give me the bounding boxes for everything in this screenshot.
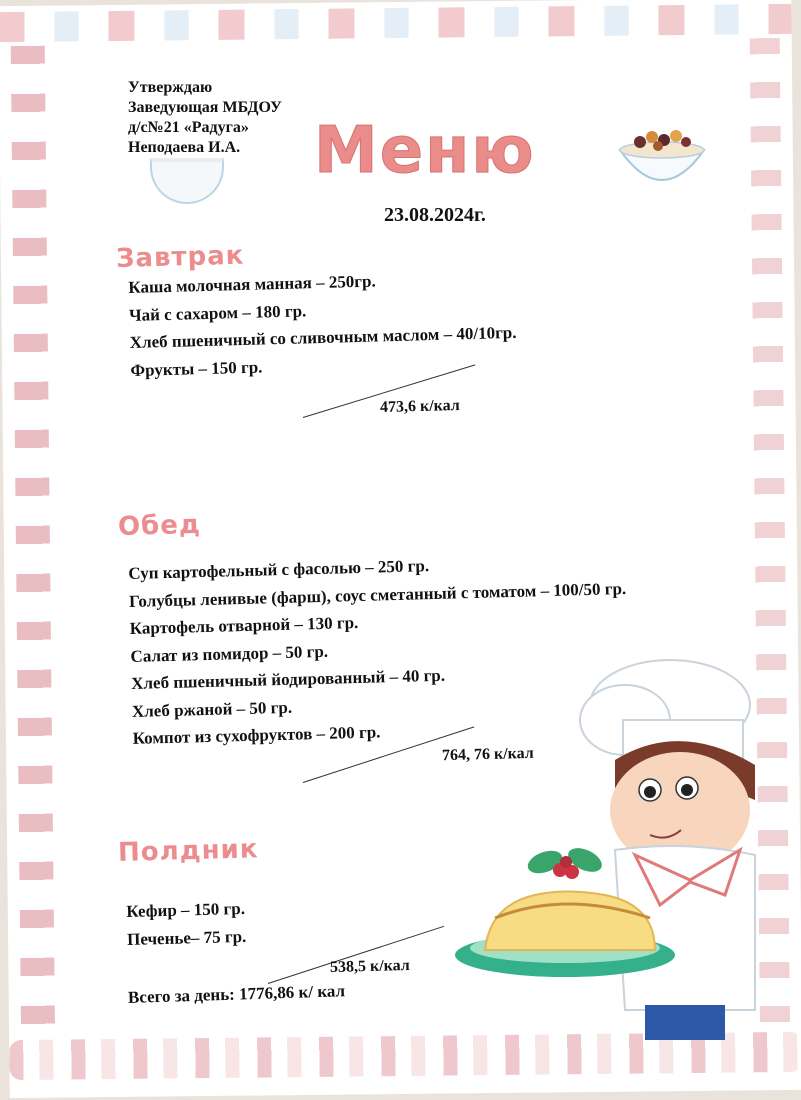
snack-kcal: 538,5 к/кал	[329, 956, 410, 977]
list-item: Кефир – 150 гр.	[126, 898, 246, 921]
approval-line: д/с№21 «Радуга»	[128, 119, 249, 136]
list-item: Салат из помидор – 50 гр.	[130, 641, 329, 666]
snack-list	[126, 895, 247, 953]
chef-illustration	[455, 650, 785, 1050]
lunch-heading: Обед	[117, 509, 202, 542]
approval-block	[128, 78, 282, 158]
list-item: Компот из сухофруктов – 200 гр.	[132, 722, 381, 748]
decorative-border-left	[11, 46, 55, 1038]
breakfast-kcal: 473,6 к/кал	[379, 396, 460, 417]
approval-line: Заведующая МБДОУ	[128, 99, 282, 116]
list-item: Фрукты – 150 гр.	[130, 357, 263, 380]
list-item: Картофель отварной – 130 гр.	[129, 612, 359, 638]
list-item: Хлеб пшеничный йодированный – 40 гр.	[130, 665, 446, 693]
list-item: Хлеб ржаной – 50 гр.	[131, 697, 293, 721]
page-title: Меню	[314, 114, 536, 188]
daily-total: Всего за день: 1776,86 к/ кал	[127, 981, 346, 1007]
bowl-illustration-right	[612, 120, 712, 200]
approval-line: Утверждаю	[128, 79, 213, 96]
decorative-border-top	[0, 4, 792, 42]
snack-heading: Полдник	[117, 834, 259, 868]
list-item: Чай с сахаром – 180 гр.	[128, 300, 307, 325]
list-item: Голубцы ленивые (фарш), соус сметанный с томатом – 100/50 гр.	[128, 578, 627, 611]
menu-date: 23.08.2024г.	[384, 204, 486, 226]
lunch-kcal: 764, 76 к/кал	[441, 744, 534, 765]
breakfast-heading: Завтрак	[115, 240, 245, 274]
list-item: Каша молочная манная – 250гр.	[128, 271, 376, 297]
list-item: Суп картофельный с фасолью – 250 гр.	[128, 556, 430, 583]
approval-line: Неподаева И.А.	[128, 139, 241, 156]
list-item: Хлеб пшеничный со сливочным маслом – 40/10гр.	[129, 322, 517, 352]
list-item: Печенье– 75 гр.	[126, 926, 247, 949]
breakfast-list	[128, 264, 518, 384]
